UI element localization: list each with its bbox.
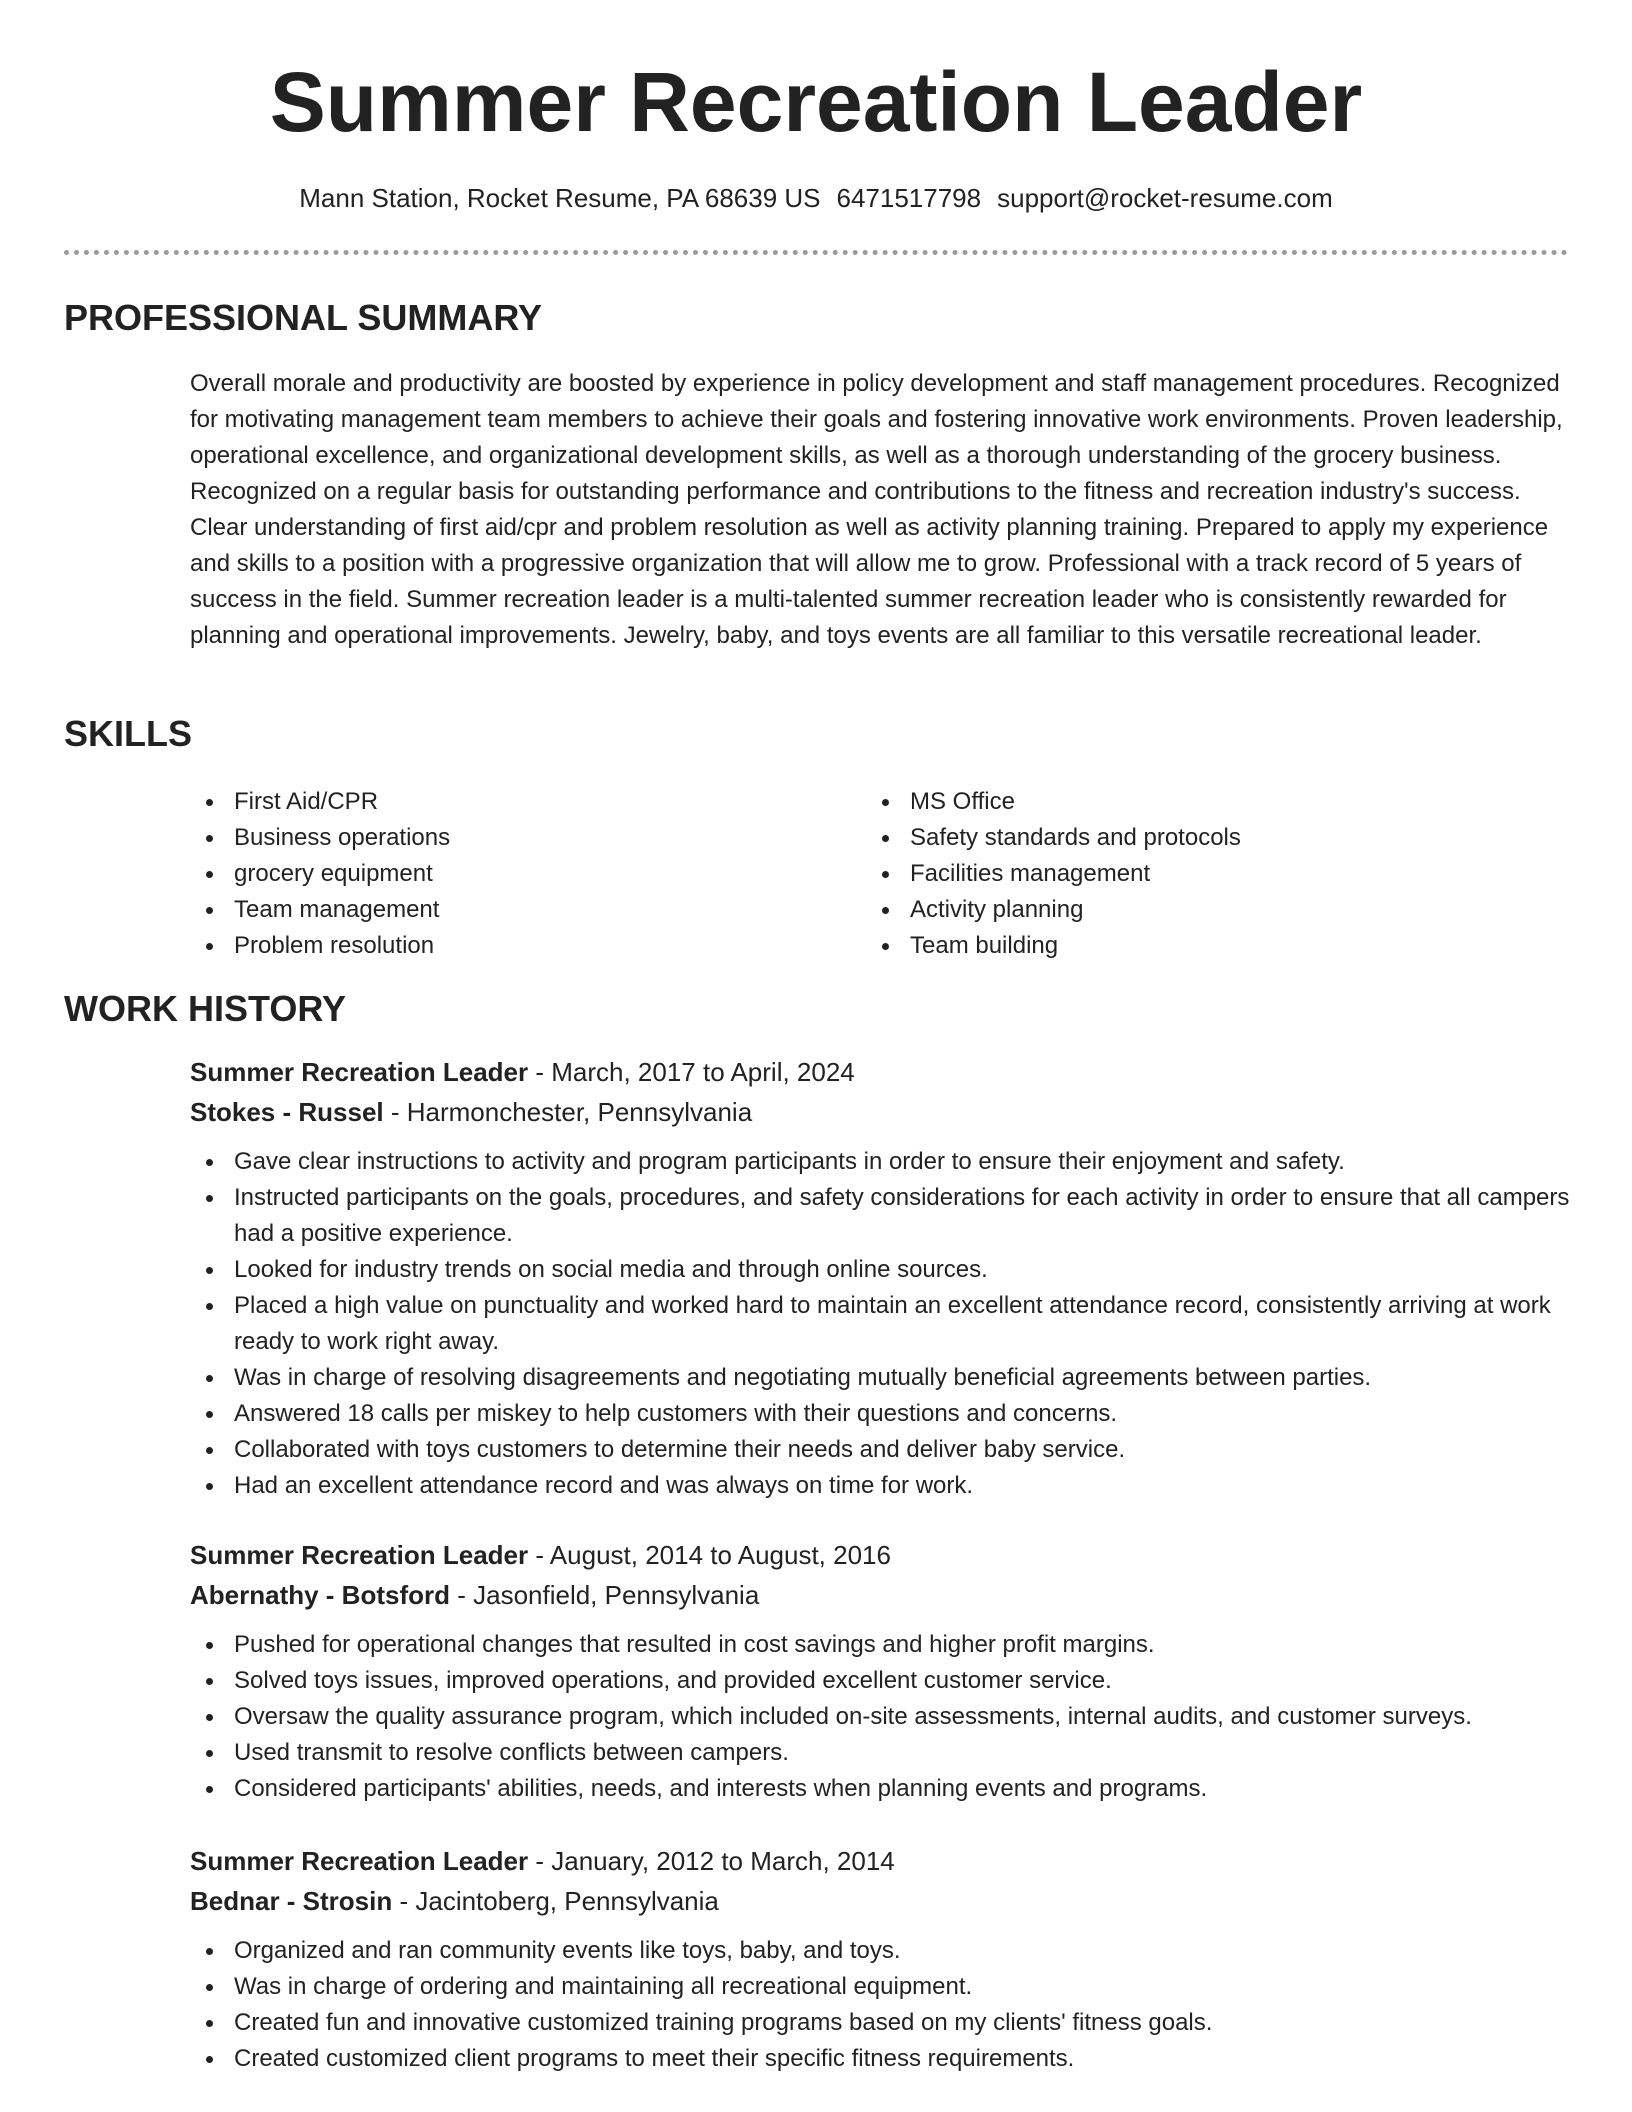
job-company: Abernathy - Botsford (190, 1580, 450, 1610)
job-bullet: Answered 18 calls per miskey to help customers with their questions and concerns. (190, 1396, 1570, 1432)
job-bullets (190, 1144, 1570, 1504)
job-bullet: Looked for industry trends on social media and through online sources. (190, 1252, 1570, 1288)
job-bullet: Collaborated with toys customers to determine their needs and deliver baby service. (190, 1432, 1570, 1468)
contact-line (0, 180, 1632, 216)
job-bullets (190, 1933, 1570, 2077)
skills-column-left (190, 784, 830, 964)
job-bullet: Pushed for operational changes that resulted in cost savings and higher profit margins. (190, 1627, 1570, 1663)
job-bullet: Considered participants' abilities, needs, and interests when planning events and programs. (190, 1771, 1570, 1807)
contact-address: Mann Station, Rocket Resume, PA 68639 US (299, 183, 821, 213)
skills-heading: SKILLS (64, 713, 193, 754)
job-bullet: Was in charge of ordering and maintaining all recreational equipment. (190, 1969, 1570, 2005)
job-title-line (190, 1535, 1570, 1575)
job-bullet: Created customized client programs to meet their specific fitness requirements. (190, 2041, 1570, 2077)
skill-item: grocery equipment (190, 856, 830, 892)
job-dates: - March, 2017 to April, 2024 (528, 1057, 855, 1087)
skill-item: MS Office (866, 784, 1506, 820)
skill-item: Team building (866, 928, 1506, 964)
job-bullet: Had an excellent attendance record and was always on time for work. (190, 1468, 1570, 1504)
job-bullet: Organized and ran community events like toys, baby, and toys. (190, 1933, 1570, 1969)
skill-item: Safety standards and protocols (866, 820, 1506, 856)
job-bullet: Oversaw the quality assurance program, which included on-site assessments, internal audits, and customer surveys. (190, 1699, 1570, 1735)
job-location: - Jacintoberg, Pennsylvania (392, 1886, 719, 1916)
job-bullet: Placed a high value on punctuality and worked hard to maintain an excellent attendance record, consistently arriving at work ready to work right away. (190, 1288, 1570, 1360)
contact-email: support@rocket-resume.com (997, 183, 1333, 213)
job-company: Stokes - Russel (190, 1097, 384, 1127)
job-bullet: Solved toys issues, improved operations, and provided excellent customer service. (190, 1663, 1570, 1699)
job-company: Bednar - Strosin (190, 1886, 393, 1916)
summary-text: Overall morale and productivity are boosted by experience in policy development and staff management procedures. Recognized for motivating management team members to achieve their goals and fostering innovative work environments. Proven leadership, operational excellence, and organizational development skills, as well as a thorough understanding of the grocery business. Recognized on a regular basis for outstanding performance and contributions to the fitness and recreation industry's success. Clear understanding of first aid/cpr and problem resolution as well as activity planning training. Prepared to apply my experience and skills to a position with a progressive organization that will allow me to grow. Professional with a track record of 5 years of success in the field. Summer recreation leader is a multi-talented summer recreation leader who is consistently rewarded for planning and operational improvements. Jewelry, baby, and toys events are all familiar to this versatile recreational leader. (190, 370, 1563, 649)
resume-name: Summer Recreation Leader (269, 55, 1363, 149)
job-bullet: Created fun and innovative customized training programs based on my clients' fitness goals. (190, 2005, 1570, 2041)
job-location: - Harmonchester, Pennsylvania (383, 1097, 753, 1127)
job-entry (190, 1052, 1570, 1504)
work-history-heading: WORK HISTORY (64, 988, 347, 1029)
job-title-line (190, 1052, 1570, 1092)
job-dates: - August, 2014 to August, 2016 (528, 1540, 891, 1570)
job-bullet: Gave clear instructions to activity and program participants in order to ensure their enjoyment and safety. (190, 1144, 1570, 1180)
job-bullet: Instructed participants on the goals, procedures, and safety considerations for each activity in order to ensure that all campers had a positive experience. (190, 1180, 1570, 1252)
job-company-line (190, 1575, 1570, 1615)
job-company-line (190, 1092, 1570, 1132)
job-role: Summer Recreation Leader (190, 1846, 529, 1876)
skills-list-right (866, 784, 1506, 964)
job-entry (190, 1535, 1570, 1807)
skill-item: Facilities management (866, 856, 1506, 892)
skill-item: First Aid/CPR (190, 784, 830, 820)
summary-heading: PROFESSIONAL SUMMARY (64, 297, 543, 338)
skills-column-right (866, 784, 1506, 964)
job-bullet: Used transmit to resolve conflicts between campers. (190, 1735, 1570, 1771)
job-role: Summer Recreation Leader (190, 1057, 529, 1087)
header-divider (64, 250, 1568, 255)
contact-phone: 6471517798 (836, 183, 982, 213)
job-role: Summer Recreation Leader (190, 1540, 529, 1570)
job-entry (190, 1841, 1570, 2077)
job-dates: - January, 2012 to March, 2014 (528, 1846, 895, 1876)
skill-item: Activity planning (866, 892, 1506, 928)
skill-item: Problem resolution (190, 928, 830, 964)
skill-item: Team management (190, 892, 830, 928)
job-bullet: Was in charge of resolving disagreements and negotiating mutually beneficial agreements between parties. (190, 1360, 1570, 1396)
skills-list-left (190, 784, 830, 964)
job-location: - Jasonfield, Pennsylvania (450, 1580, 760, 1610)
job-title-line (190, 1841, 1570, 1881)
skill-item: Business operations (190, 820, 830, 856)
job-company-line (190, 1881, 1570, 1921)
job-bullets (190, 1627, 1570, 1807)
